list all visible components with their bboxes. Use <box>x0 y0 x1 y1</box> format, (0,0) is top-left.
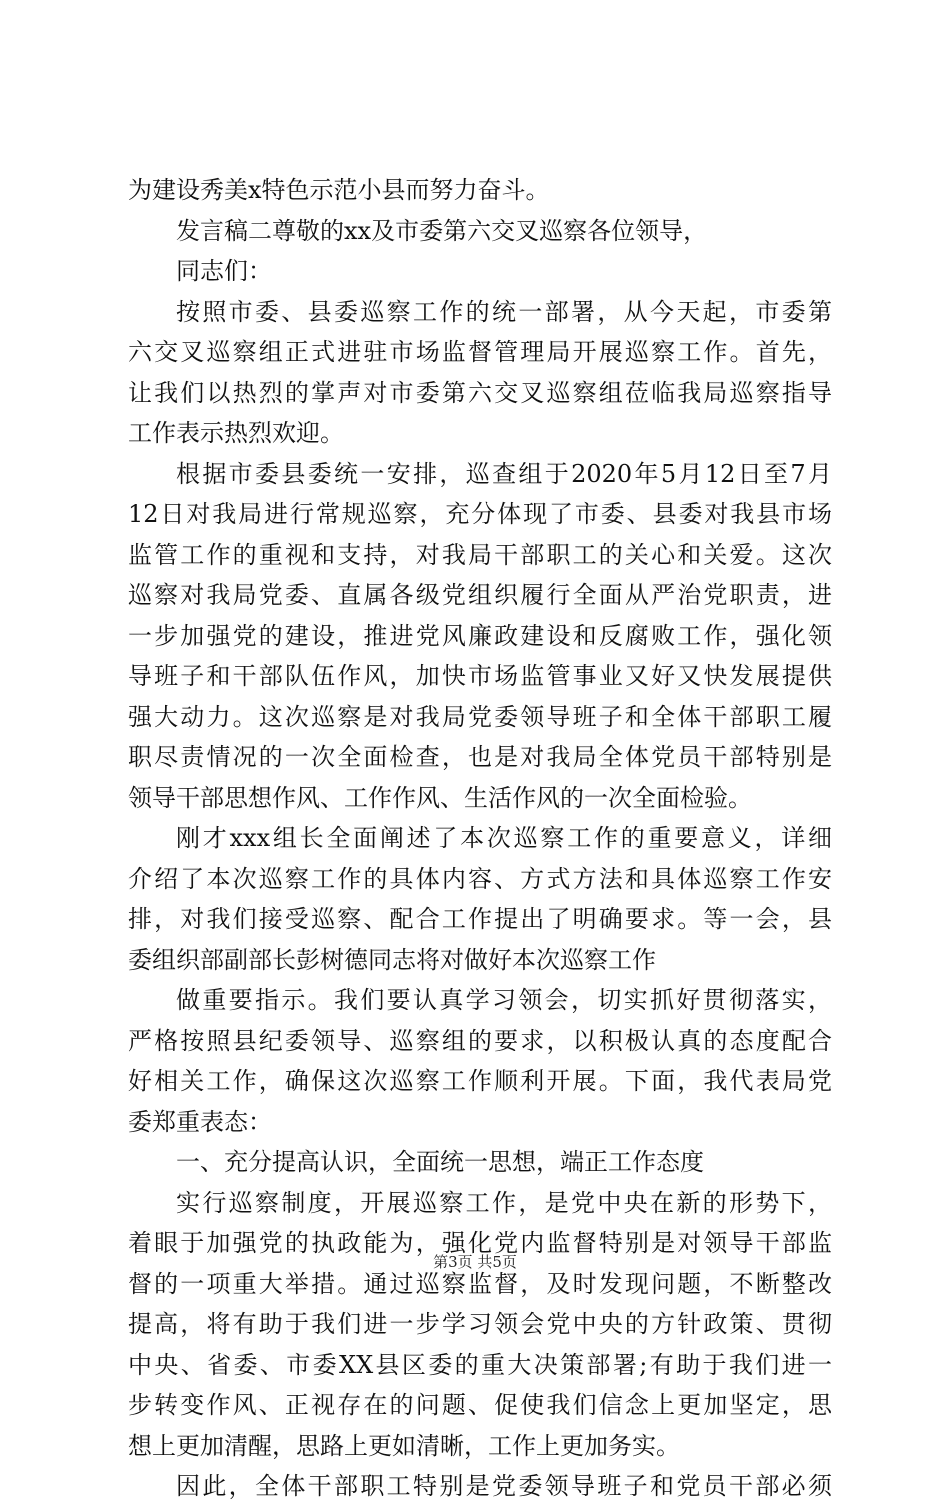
text-line: 实行巡察制度，开展巡察工作，是党中央在新的形势下， <box>176 1188 832 1217</box>
page-footer: 第3页 共5页 <box>433 1253 517 1271</box>
text-line: 领导干部思想作风、工作作风、生活作风的一次全面检验。 <box>128 783 752 812</box>
text-line: 因此，全体干部职工特别是党委领导班子和党员干部必须 <box>176 1472 832 1500</box>
text-line: 一步加强党的建设，推进党风廉政建设和反腐败工作，强化领 <box>128 621 832 650</box>
text-line: 导班子和干部队伍作风，加快市场监管事业又好又快发展提供 <box>128 662 832 690</box>
text-line: 职尽责情况的一次全面检查，也是对我局全体党员干部特别是 <box>128 743 832 771</box>
text-line: 发言稿二尊敬的xx及市委第六交叉巡察各位领导， <box>176 216 708 245</box>
text-line: 做重要指示。我们要认真学习领会，切实抓好贯彻落实， <box>176 986 832 1014</box>
text-line: 着眼于加强党的执政能为，强化党内监督特别是对领导干部监 <box>128 1229 832 1257</box>
text-line: 按照市委、县委巡察工作的统一部署，从今天起，市委第 <box>176 297 832 326</box>
text-line: 步转变作风、正视存在的问题、促使我们信念上更加坚定，思 <box>128 1391 832 1419</box>
text-line: 好相关工作，确保这次巡察工作顺利开展。下面，我代表局党 <box>128 1067 832 1095</box>
text-line: 提高，将有助于我们进一步学习领会党中央的方针政策、贯彻 <box>128 1310 832 1338</box>
text-line: 工作表示热烈欢迎。 <box>128 419 344 447</box>
text-line: 让我们以热烈的掌声对市委第六交叉巡察组莅临我局巡察指导 <box>128 378 832 407</box>
text-line: 同志们： <box>176 257 272 285</box>
text-line: 监管工作的重视和支持，对我局干部职工的关心和关爱。这次 <box>128 540 832 569</box>
text-line: 严格按照县纪委领导、巡察组的要求，以积极认真的态度配合 <box>128 1026 832 1055</box>
text-line: 巡察对我局党委、直属各级党组织履行全面从严治党职责，进 <box>128 581 832 609</box>
text-line: 中央、省委、市委XX县区委的重大决策部署;有助于我们进一 <box>128 1350 832 1379</box>
text-line: 介绍了本次巡察工作的具体内容、方式方法和具体巡察工作安 <box>128 864 832 893</box>
text-line: 为建设秀美x特色示范小县而努力奋斗。 <box>128 176 550 204</box>
text-line: 想上更加清醒，思路上更如清晰，工作上更加务实。 <box>128 1431 680 1460</box>
text-line: 委组织部副部长彭树德同志将对做好本次巡察工作 <box>128 945 656 974</box>
text-line: 一、充分提高认识，全面统一思想，端正工作态度 <box>176 1148 704 1176</box>
text-line: 排，对我们接受巡察、配合工作提出了明确要求。等一会，县 <box>128 905 832 933</box>
text-line: 根据市委县委统一安排，巡查组于2020年5月12日至7月 <box>176 459 832 488</box>
text-line: 强大动力。这次巡察是对我局党委领导班子和全体干部职工履 <box>128 702 832 731</box>
text-line: 六交叉巡察组正式进驻市场监督管理局开展巡察工作。首先， <box>128 338 832 366</box>
text-line: 刚才xxx组长全面阐述了本次巡察工作的重要意义，详细 <box>176 824 832 852</box>
text-line: 委郑重表态： <box>128 1107 272 1136</box>
text-line: 12日对我局进行常规巡察，充分体现了市委、县委对我县市场 <box>128 500 832 528</box>
document-body <box>128 170 832 1507</box>
text-line: 督的一项重大举措。通过巡察监督，及时发现问题，不断整改 <box>128 1269 832 1298</box>
